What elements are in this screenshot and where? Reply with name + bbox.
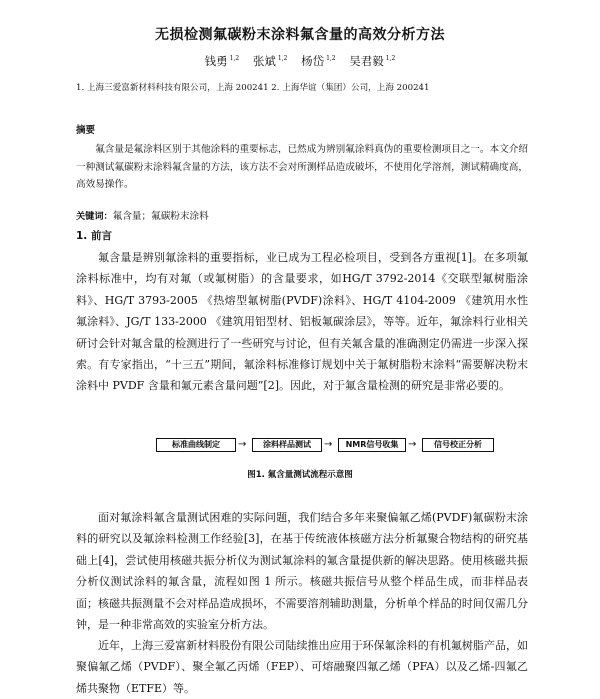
flow-step-box: 信号校正分析	[422, 438, 494, 452]
abstract-heading: 摘要	[76, 125, 96, 136]
flowchart	[156, 438, 556, 452]
author: 张斌 $^{1,2}$	[252, 54, 288, 68]
body-paragraph: 氟含量是辨别氟涂料的重要指标，业已成为工程必检项目，受到各方重视[1]。在多项氟涂料标准中，均有对氟（或氟树脂）的含量要求，如HG/T 3792-2014《交联型氟树脂涂料》、HG/T 3793-2005 《热熔型氟树脂(PVDF)涂料》、HG/T 4104-2009 《建筑用水性氟涂料》、JG/T 133-2000 《建筑用铝型材、铝板氟碳涂层》，等等。近年，氟涂料行业相关研讨会针对氟含量的检测进行了一些研究与讨论，但有关氟含量的准确测定仍需进一步深入探索。有专家指出，“十三五”期间，氟涂料标准修订规划中关于氟树脂粉末涂料“需要解决粉末涂料中 PVDF 含量和氟元素含量问题”[2]。因此，对于氟含量检测的研究是非常必要的。	[76, 251, 528, 393]
flow-step-box: 涂料样品测试	[252, 438, 322, 452]
author: 杨岱 $^{1,2}$	[301, 54, 336, 68]
body-paragraph: 近年，上海三爱富新材料股份有限公司陆续推出应用于环保氟涂料的有机氟树脂产品，如聚偏氟乙烯（PVDF）、聚全氟乙丙烯（FEP）、可熔融聚四氟乙烯（PFA）以及乙烯-四氟乙烯共聚物（ETFE）等。	[76, 639, 528, 695]
figure-caption: 图1. 氟含量测试流程示意图	[247, 470, 353, 480]
abstract-text: 氟含量是氟涂料区别于其他涂料的重要标志，已然成为辨别氟涂料真伪的重要检测项目之一。本文介绍一种测试氟碳粉末涂料氟含量的方法，该方法不会对所测样品造成破坏，不使用化学溶剂，测试精确度高，高效易操作。	[76, 144, 528, 191]
keywords-label: 关键词：	[76, 211, 113, 222]
arrow-right-icon: →	[324, 439, 333, 450]
paper-title: 无损检测氟碳粉末涂料氟含量的高效分析方法	[155, 27, 445, 43]
arrow-right-icon: →	[408, 439, 417, 450]
keywords	[76, 208, 209, 222]
body-paragraph: 面对氟涂料氟含量测试困难的实际问题，我们结合多年来聚偏氟乙烯(PVDF)氟碳粉末涂料的研究以及氟涂料检测工作经验[3]，在基于传统液体核磁方法分析氟聚合物结构的研究基础上[4]，尝试使用核磁共振分析仪为测试氟涂料的氟含量提供新的解决思路。使用核磁共振分析仪测试涂料的氟含量，流程如图 1 所示。核磁共振信号从整个样品生成，而非样品表面；核磁共振测量不会对样品造成损坏，不需要溶剂辅助测量，分析单个样品的时间仅需几分钟，是一种非常高效的实验室分析方法。	[76, 511, 528, 632]
author: 钱勇 $^{1,2}$	[204, 54, 240, 68]
author-list	[0, 53, 600, 69]
keywords-text: 氟含量；氟碳粉末涂料	[112, 211, 209, 222]
affiliations: 1. 上海三爱富新材料科技有限公司，上海 200241 2. 上海华谊（集团）公司，上海 200241	[76, 83, 430, 93]
flow-step-box: NMR信号收集	[338, 438, 406, 452]
section-heading: 1. 前言	[76, 230, 112, 242]
arrow-right-icon: →	[238, 439, 247, 450]
author: 吴君毅 $^{1,2}$	[349, 54, 396, 68]
flow-step-box: 标准曲线制定	[156, 438, 236, 452]
